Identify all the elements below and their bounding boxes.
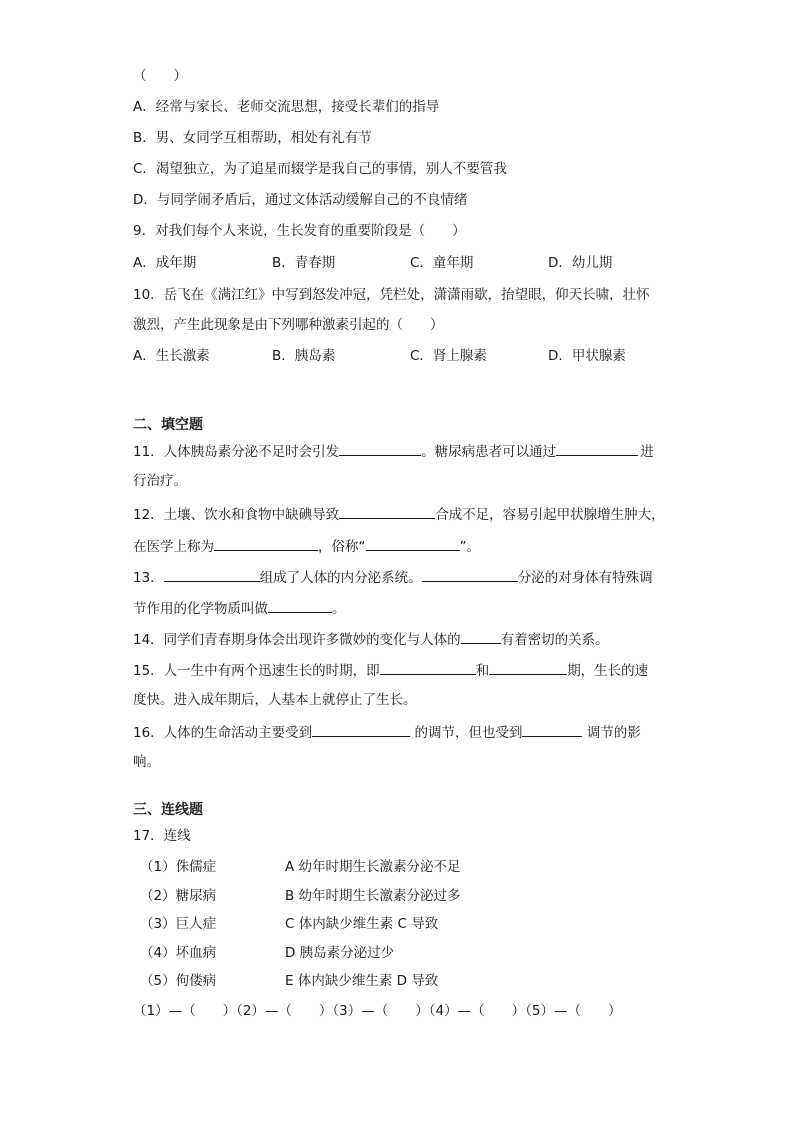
q12-text-1: 12．土壤、饮水和食物中缺碘导致 <box>133 507 340 523</box>
q16-line1 <box>133 721 641 743</box>
q17-stem: 17．连线 <box>133 828 191 844</box>
q13-line1 <box>133 566 653 588</box>
match-left-3: （3）巨人症 <box>140 916 217 932</box>
q16-line2: 响。 <box>133 754 160 770</box>
match-right-e: E 体内缺少维生素 D 导致 <box>285 973 439 989</box>
match-right-a: A 幼年时期生长激素分泌不足 <box>285 859 461 875</box>
q17-answer-row: （1）—（ ）（2）—（ ）（3）—（ ）（4）—（ ）（5）—（ ） <box>133 1003 622 1019</box>
q12-blank-3[interactable] <box>366 535 460 551</box>
q16-text-2: 的调节，但也受到 <box>410 725 523 741</box>
q15-blank-2[interactable] <box>489 659 567 675</box>
q12-text-5: ”。 <box>459 539 480 555</box>
q8-answer-paren: （ ） <box>133 68 187 84</box>
q11-blank-2[interactable] <box>556 440 638 456</box>
q12-blank-2[interactable] <box>214 535 318 551</box>
q15-text-1: 15．人一生中有两个迅速生长的时期，即 <box>133 663 380 679</box>
q9-option-b: B．青春期 <box>272 255 336 271</box>
q10-option-c: C．肾上腺素 <box>410 348 487 364</box>
q9-stem: 9．对我们每个人来说，生长发育的重要阶段是（ ） <box>133 223 466 239</box>
q13-line2 <box>133 597 346 619</box>
q16-text-3: 调节的影 <box>582 725 641 741</box>
q15-text-3: 期，生长的速 <box>567 663 649 679</box>
q10-stem-line1: 10．岳飞在《满江红》中写到怒发冲冠，凭栏处，潇潇雨歇，抬望眼，仰天长啸，壮怀 <box>133 287 650 303</box>
q14-blank-1[interactable] <box>461 628 501 644</box>
q11-text-2: 。糖尿病患者可以通过 <box>421 444 557 460</box>
q13-text-5: 。 <box>332 601 346 617</box>
q12-blank-1[interactable] <box>339 503 435 519</box>
match-right-d: D 胰岛素分泌过少 <box>285 945 395 961</box>
q15-text-2: 和 <box>475 663 490 679</box>
q9-option-c: C．童年期 <box>410 255 474 271</box>
q8-option-d: D．与同学闹矛盾后，通过文体活动缓解自己的不良情绪 <box>133 192 468 208</box>
q9-option-a: A．成年期 <box>133 255 197 271</box>
match-left-1: （1）侏儒症 <box>140 859 217 875</box>
q10-option-d: D．甲状腺素 <box>548 348 626 364</box>
q14-text-1: 14．同学们青春期身体会出现许多微妙的变化与人体的 <box>133 632 461 648</box>
q12-text-4: ，俗称“ <box>318 539 366 555</box>
q10-option-b: B．胰岛素 <box>272 348 336 364</box>
section-matching-title: 三、连线题 <box>133 802 203 818</box>
q15-line1 <box>133 659 648 681</box>
q13-blank-1[interactable] <box>164 566 260 582</box>
match-left-4: （4）坏血病 <box>140 945 217 961</box>
q8-option-a: A．经常与家长、老师交流思想，接受长辈们的指导 <box>133 99 440 115</box>
match-right-b: B 幼年时期生长激素分泌过多 <box>285 888 461 904</box>
q9-option-d: D．幼儿期 <box>548 255 613 271</box>
q10-stem-line2: 激烈，产生此现象是由下列哪种激素引起的（ ） <box>133 317 444 333</box>
q14-text-2: 有着密切的关系。 <box>500 632 609 648</box>
match-left-5: （5）佝偻病 <box>140 973 217 989</box>
q12-line2 <box>133 535 480 557</box>
q13-blank-2[interactable] <box>422 566 518 582</box>
q14-line1 <box>133 628 609 650</box>
q12-text-3: 在医学上称为 <box>133 539 214 555</box>
q11-line1 <box>133 440 654 462</box>
q12-line1 <box>133 503 665 525</box>
match-right-c: C 体内缺少维生素 C 导致 <box>285 916 439 932</box>
q16-blank-1[interactable] <box>312 721 410 737</box>
q15-blank-1[interactable] <box>380 659 476 675</box>
q13-blank-3[interactable] <box>268 597 332 613</box>
q15-line2: 度快。进入成年期后，人基本上就停止了生长。 <box>133 692 417 708</box>
q16-blank-2[interactable] <box>522 721 582 737</box>
q13-text-3: 分泌的对身体有特殊调 <box>517 570 653 586</box>
q12-text-2: 合成不足，容易引起甲状腺增生肿大， <box>435 507 665 523</box>
q16-text-1: 16．人体的生命活动主要受到 <box>133 725 313 741</box>
q13-text-2: 组成了人体的内分泌系统。 <box>259 570 422 586</box>
q8-option-b: B．男、女同学互相帮助，相处有礼有节 <box>133 130 372 146</box>
section-fill-blank-title: 二、填空题 <box>133 417 203 433</box>
q13-text-1: 13． <box>133 570 164 586</box>
q8-option-c: C．渴望独立，为了追星而辍学是我自己的事情，别人不要管我 <box>133 161 507 177</box>
q13-text-4: 节作用的化学物质叫做 <box>133 601 268 617</box>
q11-blank-1[interactable] <box>339 440 421 456</box>
match-left-2: （2）糖尿病 <box>140 888 217 904</box>
q10-option-a: A．生长激素 <box>133 348 210 364</box>
q11-line2: 行治疗。 <box>133 473 187 489</box>
q11-text-3: 进 <box>640 444 654 460</box>
q11-text-1: 11．人体胰岛素分泌不足时会引发 <box>133 444 340 460</box>
